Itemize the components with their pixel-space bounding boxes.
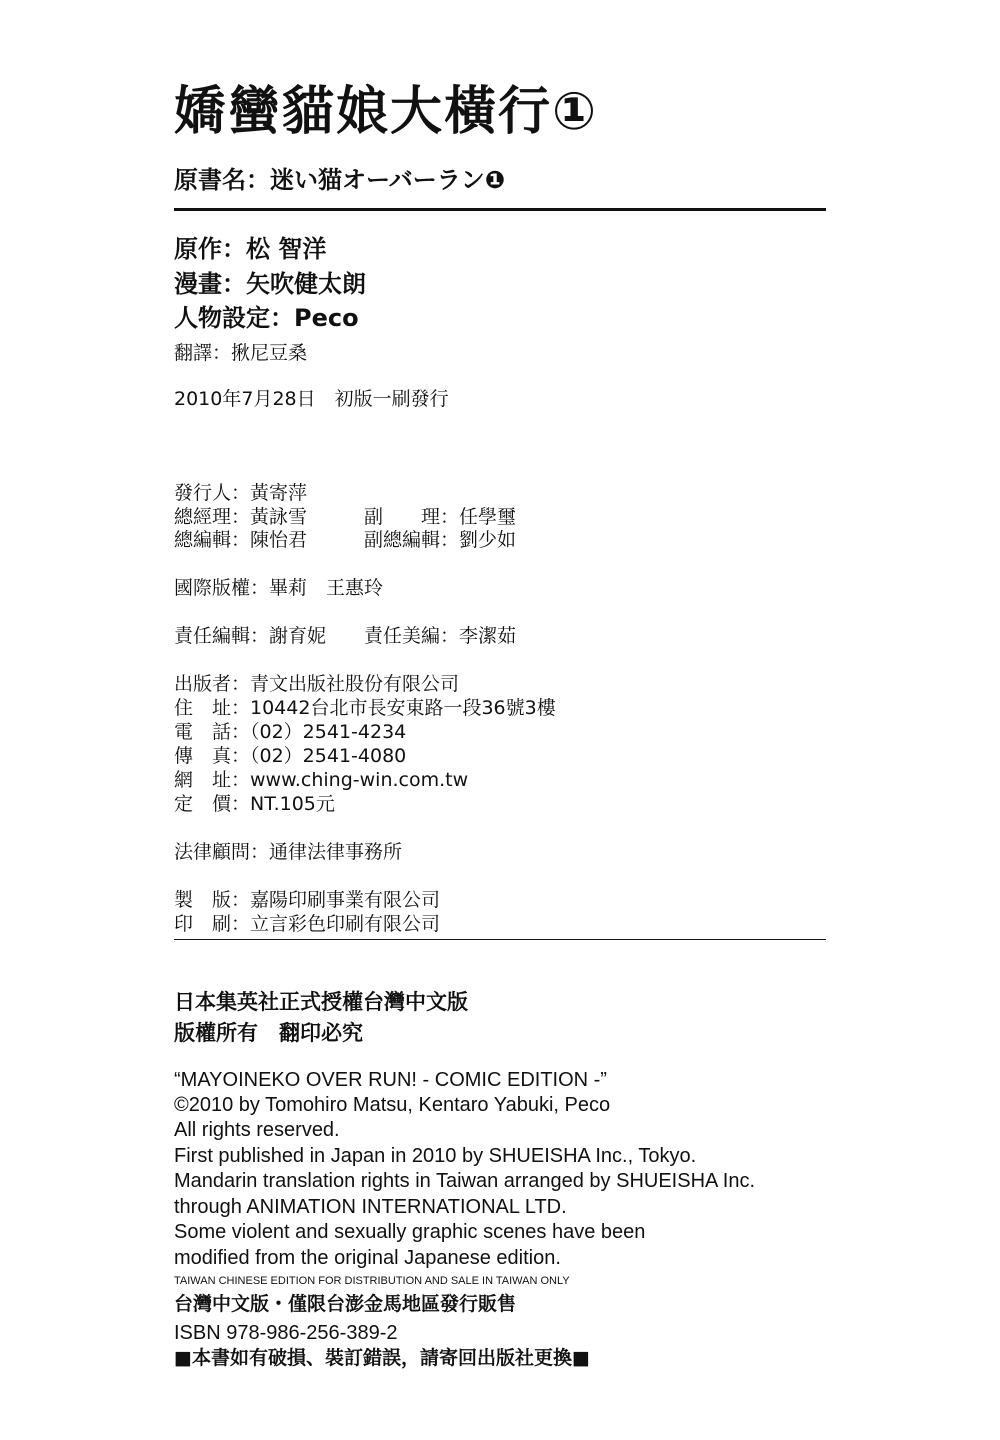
publisher-website: 網 址：www.ching-win.com.tw — [174, 769, 469, 791]
original-title: 原書名：迷い猫オーバーラン❶ — [174, 166, 506, 194]
art-editor: 責任美編：李潔茹 — [364, 625, 517, 647]
title-divider — [174, 208, 826, 211]
printing: 印 刷：立言彩色印刷有限公司 — [174, 913, 441, 935]
publisher-person: 發行人：黃寄萍 — [174, 482, 308, 504]
editor-in-chief: 總編輯：陳怡君 — [174, 529, 308, 551]
through-agent: through ANIMATION INTERNATIONAL LTD. — [174, 1196, 567, 1218]
return-notice: ■本書如有破損、裝訂錯誤，請寄回出版社更換■ — [174, 1347, 590, 1369]
deputy-editor-in-chief: 副總編輯：劉少如 — [364, 529, 517, 551]
rights-statement: 版權所有 翻印必究 — [174, 1020, 363, 1045]
book-title: 嬌蠻貓娘大橫行① — [174, 82, 599, 142]
general-manager: 總經理：黃詠雪 — [174, 506, 308, 528]
deputy-manager: 副 理：任學璽 — [364, 506, 517, 528]
content-modified-1: Some violent and sexually graphic scenes have been — [174, 1221, 646, 1243]
first-published: First published in Japan in 2010 by SHUEISHA Inc., Tokyo. — [174, 1145, 697, 1167]
credit-author: 原作：松 智洋 — [174, 235, 327, 263]
plate-making: 製 版：嘉陽印刷事業有限公司 — [174, 889, 441, 911]
international-rights: 國際版權：畢莉 王惠玲 — [174, 577, 384, 599]
legal-counsel: 法律顧問：通律法律事務所 — [174, 841, 403, 863]
publisher-phone: 電 話：（02）2541-4234 — [174, 721, 407, 743]
credit-character-design: 人物設定：Peco — [174, 304, 359, 332]
rights-reserved: All rights reserved. — [174, 1119, 340, 1141]
staff-row-editing — [174, 627, 574, 646]
distribution-notice: TAIWAN CHINESE EDITION FOR DISTRIBUTION AND SALE IN TAIWAN ONLY — [174, 1275, 570, 1287]
staff-row-managers — [174, 508, 574, 527]
credit-artist: 漫畫：矢吹健太朗 — [174, 270, 366, 298]
section-divider — [174, 939, 826, 940]
region-notice: 台灣中文版・僅限台澎金馬地區發行販售 — [174, 1293, 517, 1315]
mandarin-rights: Mandarin translation rights in Taiwan arranged by SHUEISHA Inc. — [174, 1170, 756, 1192]
responsible-editor: 責任編輯：謝育妮 — [174, 625, 327, 647]
copyright-line: ©2010 by Tomohiro Matsu, Kentaro Yabuki, Peco — [174, 1094, 611, 1116]
license-statement: 日本集英社正式授權台灣中文版 — [174, 989, 468, 1014]
publisher-fax: 傳 真：（02）2541-4080 — [174, 745, 407, 767]
credit-translator: 翻譯：揪尼豆桑 — [174, 342, 308, 364]
staff-row-editors — [174, 531, 574, 550]
price: 定 價：NT.105元 — [174, 793, 335, 815]
release-date: 2010年7月28日 初版一刷發行 — [174, 388, 449, 410]
publisher-address: 住 址：10442台北市長安東路一段36號3樓 — [174, 697, 556, 719]
isbn: ISBN 978-986-256-389-2 — [174, 1322, 398, 1344]
content-modified-2: modified from the original Japanese edition. — [174, 1247, 561, 1269]
english-title: “MAYOINEKO OVER RUN! - COMIC EDITION -” — [174, 1069, 607, 1091]
publisher-name: 出版者：青文出版社股份有限公司 — [174, 673, 460, 695]
